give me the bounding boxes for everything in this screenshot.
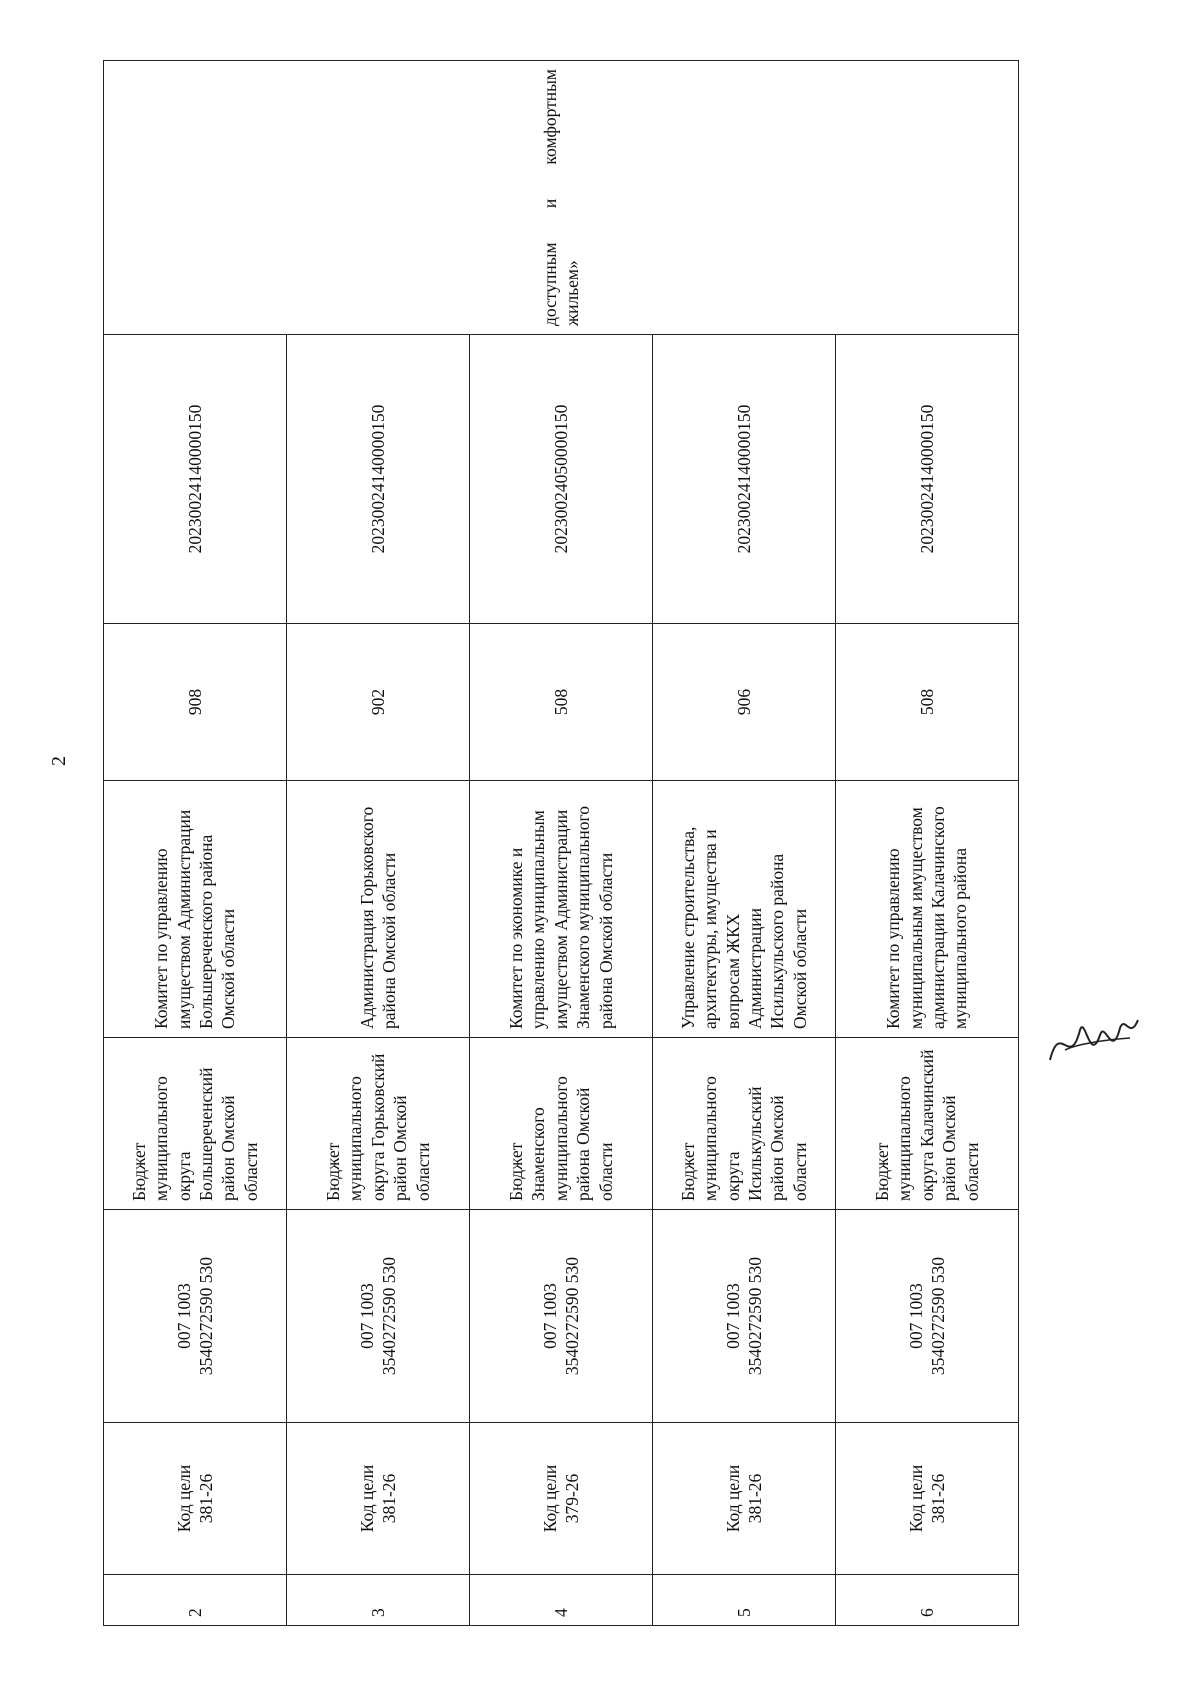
income-code: 20230024140000150 [287, 335, 470, 624]
administrator-organization: Комитет по управлению имуществом Администрации Большереченского района Омской области [104, 781, 287, 1038]
recipient-budget: Бюджет муниципального округа Большереченский район Омской области [104, 1038, 287, 1210]
recipient-budget: Бюджет муниципального округа Исилькульский район Омской области [653, 1038, 836, 1210]
income-code: 20230024140000150 [653, 335, 836, 624]
row-number: 6 [836, 1575, 1019, 1626]
subsidy-table [103, 60, 1019, 1626]
income-code: 20230024140000150 [104, 335, 287, 624]
tail-word-2: и [539, 198, 560, 209]
page-number: 2 [48, 756, 70, 766]
table-row [104, 61, 287, 1626]
row-number: 5 [653, 1575, 836, 1626]
administrator-code: 508 [836, 624, 1019, 781]
administrator-organization: Управление строительства, архитектуры, имущества и вопросам ЖКХ Администрации Исилькульского района Омской области [653, 781, 836, 1038]
tail-line-2: жильем» [562, 260, 582, 326]
administrator-organization: Администрация Горьковского района Омской области [287, 781, 470, 1038]
administrator-code: 906 [653, 624, 836, 781]
budget-classification-code: 007 1003 3540272590 530 [470, 1210, 653, 1423]
handwritten-signature [1030, 1000, 1150, 1080]
row-number: 4 [470, 1575, 653, 1626]
target-code: Код цели 379-26 [470, 1423, 653, 1575]
administrator-organization: Комитет по экономике и управлению муниципальным имуществом Администрации Знаменского муниципального района Омской области [470, 781, 653, 1038]
row-number: 3 [287, 1575, 470, 1626]
administrator-code: 508 [470, 624, 653, 781]
tail-word-3: комфортным [539, 69, 560, 165]
administrator-code: 902 [287, 624, 470, 781]
income-code: 20230024140000150 [836, 335, 1019, 624]
recipient-budget: Бюджет муниципального округа Горьковский район Омской области [287, 1038, 470, 1210]
budget-classification-code: 007 1003 3540272590 530 [104, 1210, 287, 1423]
target-code: Код цели 381-26 [836, 1423, 1019, 1575]
target-code: Код цели 381-26 [653, 1423, 836, 1575]
tail-word-1: доступным [539, 242, 560, 326]
budget-classification-code: 007 1003 3540272590 530 [653, 1210, 836, 1423]
budget-classification-code: 007 1003 3540272590 530 [836, 1210, 1019, 1423]
row-number: 2 [104, 1575, 287, 1626]
budget-classification-code: 007 1003 3540272590 530 [287, 1210, 470, 1423]
recipient-budget: Бюджет муниципального округа Калачинский район Омской области [836, 1038, 1019, 1210]
administrator-code: 908 [104, 624, 287, 781]
target-code: Код цели 381-26 [287, 1423, 470, 1575]
administrator-organization: Комитет по управлению муниципальным имуществом администрации Калачинского муниципального района [836, 781, 1019, 1038]
recipient-budget: Бюджет Знаменского муниципального района Омской области [470, 1038, 653, 1210]
income-code: 20230024050000150 [470, 335, 653, 624]
purpose-continuation [104, 61, 1019, 335]
target-code: Код цели 381-26 [104, 1423, 287, 1575]
